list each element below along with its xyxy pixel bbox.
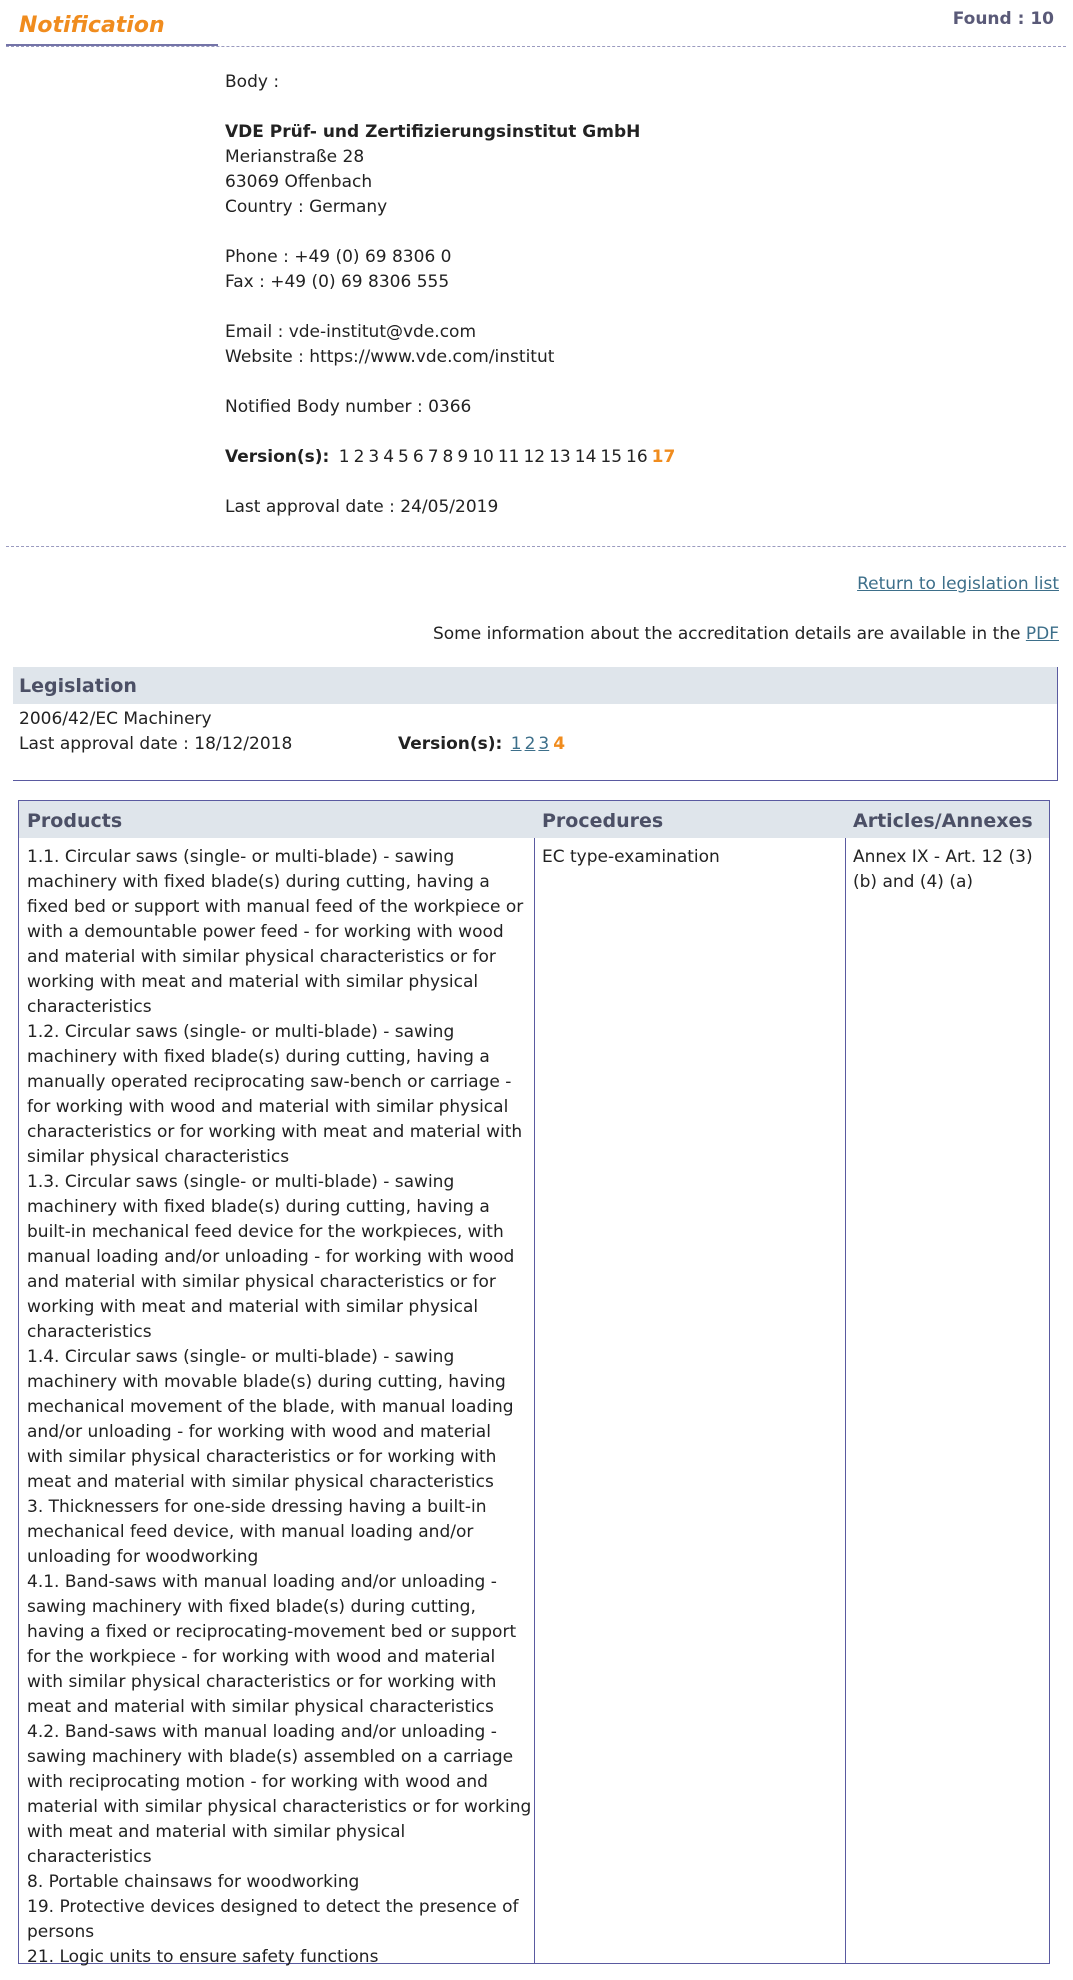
version-item[interactable]: 13 <box>549 447 571 467</box>
column-divider <box>845 838 846 1963</box>
product-item: 1.2. Circular saws (single- or multi-blade) - sawing machinery with fixed blade(s) during cutting, having a manually operated reciprocating saw-bench or carriage - for working with wood and material with similar physical characteristics or for working with meat and material with similar physical characteristics <box>27 1022 523 1167</box>
article-cell: Annex IX - Art. 12 (3) (b) and (4) (a) <box>853 847 1033 892</box>
legislation-last-approval: Last approval date : 18/12/2018 <box>19 734 293 754</box>
legislation-box <box>13 667 1058 781</box>
product-item: 3. Thicknessers for one-side dressing having a built-in mechanical feed device, with manual loading and/or unloading for woodworking <box>27 1497 487 1567</box>
body-street: Merianstraße 28 <box>225 147 365 167</box>
product-item: 4.2. Band-saws with manual loading and/or unloading - sawing machinery with blade(s) assembled on a carriage with reciprocating motion - for working with wood and material with similar physical characteristics or for working with meat and material with similar physical characteristics <box>27 1722 532 1867</box>
product-item: 1.4. Circular saws (single- or multi-blade) - sawing machinery with movable blade(s) during cutting, having mechanical movement of the blade, with manual loading and/or unloading - for working with wood and material with similar physical characteristics or for working with meat and material with similar physical characteristics <box>27 1347 514 1492</box>
product-item: 4.1. Band-saws with manual loading and/or unloading - sawing machinery with fixed blade(s) during cutting, having a fixed or reciprocating-movement bed or support for the workpiece - for working with wood and material with similar physical characteristics or for working with meat and material with similar physical characteristics <box>27 1572 517 1717</box>
version-item[interactable]: 12 <box>523 447 546 467</box>
products-table-header <box>19 801 1049 838</box>
products-header: Products <box>27 810 123 832</box>
body-email: Email : vde-institut@vde.com <box>225 322 477 342</box>
body-fax: Fax : +49 (0) 69 8306 555 <box>225 272 450 292</box>
version-item[interactable]: 7 <box>427 447 439 467</box>
version-item[interactable]: 9 <box>457 447 469 467</box>
legislation-name: 2006/42/EC Machinery <box>19 709 212 729</box>
version-item[interactable]: 6 <box>412 447 424 467</box>
pdf-link[interactable]: PDF <box>1025 624 1059 644</box>
page-title: Notification <box>19 13 165 38</box>
version-item[interactable]: 4 <box>383 447 395 467</box>
legislation-version-link[interactable]: 1 <box>510 734 522 754</box>
products-cell <box>27 845 532 1970</box>
product-item: 1.1. Circular saws (single- or multi-blade) - sawing machinery with fixed blade(s) during cutting, having a fixed bed or support with manual feed of the workpiece or with a demountable power feed - for working with wood and material with similar physical characteristics or for working with meat and material with similar physical characteristics <box>27 847 524 1017</box>
legislation-version-link[interactable]: 3 <box>538 734 550 754</box>
body-phone: Phone : +49 (0) 69 8306 0 <box>225 247 452 267</box>
product-item: 1.3. Circular saws (single- or multi-blade) - sawing machinery with fixed blade(s) during cutting, having a built-in mechanical feed device for the workpieces, with manual loading and/or unloading - for working with wood and material with similar physical characteristics or for working with meat and material with similar physical characteristics <box>27 1172 515 1342</box>
version-list <box>339 447 680 467</box>
version-item[interactable]: 16 <box>626 447 648 467</box>
product-item: 19. Protective devices designed to detect the presence of persons <box>27 1897 519 1942</box>
legislation-version-list <box>508 734 565 754</box>
body-website: Website : https://www.vde.com/institut <box>225 347 555 367</box>
body-versions <box>225 445 683 470</box>
legislation-versions <box>398 734 565 754</box>
body-label: Body : <box>225 72 280 92</box>
product-item: 8. Portable chainsaws for woodworking <box>27 1872 360 1892</box>
version-item[interactable]: 1 <box>338 447 350 467</box>
version-item[interactable]: 5 <box>398 447 409 467</box>
version-item[interactable]: 3 <box>368 447 380 467</box>
legislation-version-link[interactable]: 2 <box>524 734 536 754</box>
version-item[interactable]: 10 <box>472 447 494 467</box>
legislation-heading-label: Legislation <box>19 675 137 697</box>
versions-label: Version(s): <box>225 447 330 467</box>
legislation-current-version: 4 <box>553 734 566 754</box>
products-table <box>18 800 1050 1967</box>
version-item[interactable]: 11 <box>497 447 520 467</box>
body-last-approval: Last approval date : 24/05/2019 <box>225 497 499 517</box>
body-city: 63069 Offenbach <box>225 172 373 192</box>
legislation-versions-label: Version(s): <box>398 734 503 754</box>
return-to-legislation-link[interactable]: Return to legislation list <box>857 574 1059 594</box>
procedures-header: Procedures <box>542 810 664 832</box>
legislation-heading <box>13 667 1057 704</box>
header-tab <box>6 0 218 46</box>
found-count: Found : 10 <box>952 9 1054 29</box>
version-item[interactable]: 8 <box>442 447 454 467</box>
version-item[interactable]: 14 <box>574 447 597 467</box>
notification-header <box>6 0 1066 47</box>
body-details <box>225 70 683 520</box>
product-item: 21. Logic units to ensure safety functions <box>27 1947 379 1967</box>
current-version: 17 <box>651 447 676 467</box>
accreditation-info-text: Some information about the accreditation details are available in the <box>432 624 1021 644</box>
accreditation-info <box>433 624 1059 644</box>
version-item[interactable]: 15 <box>600 447 623 467</box>
body-country: Country : Germany <box>225 197 388 217</box>
body-name: VDE Prüf- und Zertifizierungsinstitut GmbH <box>225 122 641 142</box>
section-divider <box>6 546 1066 547</box>
notified-body-number: Notified Body number : 0366 <box>225 397 472 417</box>
version-item[interactable]: 2 <box>353 447 365 467</box>
column-divider <box>534 838 535 1963</box>
procedure-cell: EC type-examination <box>542 847 720 867</box>
articles-header: Articles/Annexes <box>853 810 1033 832</box>
